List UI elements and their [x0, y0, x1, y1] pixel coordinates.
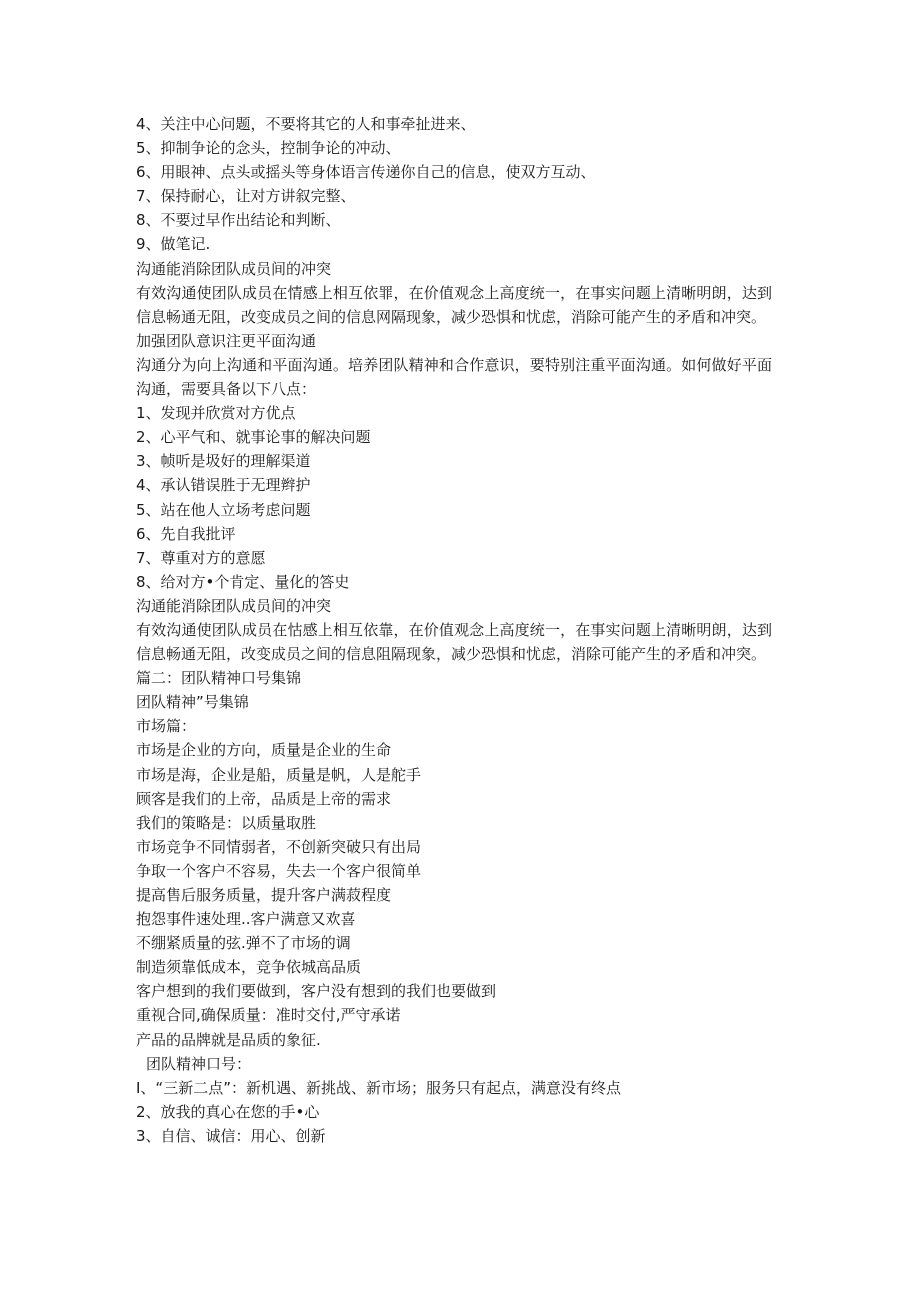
slogan-line: 顾客是我们的上帝，品质是上帝的需求	[136, 789, 392, 808]
slogan-line: 产品的品牌就是品质的象征.	[136, 1030, 321, 1049]
slogan-line: 不绷紧质量的弦.弹不了市场的调	[136, 934, 351, 953]
slogan-line: 市场是海，企业是船，质量是帆，人是舵手	[136, 765, 422, 784]
list-item: 4、承认错误胜于无理辫护	[136, 476, 311, 495]
list-item: 6、用眼神、点头或摇头等身体语言传递你自己的信息，使双方互动、	[136, 163, 596, 182]
slogan-line: 客户想到的我们要做到，客户没有想到的我们也要做到	[136, 982, 497, 1001]
paragraph: 有效沟通使团队成员在怙感上相互依靠，在价值观念上高度统一，在事实问题上清晰明朗，达到信息畅通无阻，改变成员之间的信息阻隔现象，减少恐惧和忧虑，消除可能产生的矛盾和冲突。	[136, 620, 772, 664]
paragraph: 有效沟通使团队成员在情感上相互依罪，在价值观念上高度统一，在事实问题上清晰明朗，达到信息畅通无阻，改变成员之间的信息网隔现象，减少恐惧和忧虑，消除可能产生的矛盾和冲突。	[136, 283, 772, 326]
slogan-line: 市场是企业的方向，质量是企业的生命	[136, 741, 392, 760]
section-heading: 沟通能消除团队成员间的冲突	[136, 596, 332, 615]
list-item: 3、帧听是圾好的理解渠道	[136, 452, 311, 471]
list-item: 5、抑制争论的念头，控制争论的冲动、	[136, 139, 401, 158]
list-item: I、“三新二点”：新机遇、新挑战、新市场；服务只有起点，满意没有终点	[136, 1078, 621, 1097]
team-heading: 团队精神口号：	[146, 1054, 252, 1073]
list-item: 2、心平气和、就事论事的解决问题	[136, 428, 371, 447]
list-item: 4、关注中心问题，不要将其它的人和事牵扯进来、	[136, 115, 476, 133]
list-item: 8、给对方•个肯定、量化的答史	[136, 572, 350, 591]
section-heading: 加强团队意识注更平面沟通	[136, 331, 317, 350]
slogan-line: 市场竞争不同情弱者，不创新突破只有出局	[136, 837, 422, 856]
list-item: 5、站在他人立场考虑问题	[136, 500, 311, 519]
list-item: 1、发现并欣赏对方优点	[136, 404, 296, 423]
slogan-line: 我们的策略是：以质量取胜	[136, 813, 317, 832]
list-item: 3、自信、诚信：用心、创新	[136, 1126, 326, 1145]
list-item: 8、不要过早作出结论和判断、	[136, 211, 341, 230]
slogan-line: 争取一个客户不容易，失去一个客户很简单	[136, 861, 422, 880]
paragraph: 沟通分为向上沟通和平面沟通。培养团队精神和合作意识，要特别注重平面沟通。如何做好平面沟通，需要具备以下八点：	[136, 355, 772, 399]
list-item: 7、保持耐心，让对方讲叙完整、	[136, 187, 356, 206]
section-heading: 沟通能消除团队成员间的冲突	[136, 259, 332, 278]
document-page	[136, 112, 772, 1148]
slogan-line: 重视合同,确保质量：准时交付,严守承诺	[136, 1006, 401, 1025]
chapter-subtitle: 团队精神”号集锦	[136, 693, 249, 712]
chapter-title: 篇二：团队精神口号集锦	[136, 669, 302, 688]
slogan-line: 提高售后服务质量，提升客户满菽程度	[136, 886, 392, 904]
list-item: 2、放我的真心在您的手•心	[136, 1102, 320, 1121]
slogan-line: 制造须靠低成本，竞争依城高品质	[136, 958, 362, 977]
list-item: 7、尊重对方的意愿	[136, 548, 266, 567]
list-item: 6、先自我批评	[136, 524, 236, 543]
market-heading: 市场篇：	[136, 717, 197, 736]
list-item: 9、做笔记.	[136, 235, 211, 254]
slogan-line: 抱怨事件速处理..客户满意又欢喜	[136, 910, 356, 929]
